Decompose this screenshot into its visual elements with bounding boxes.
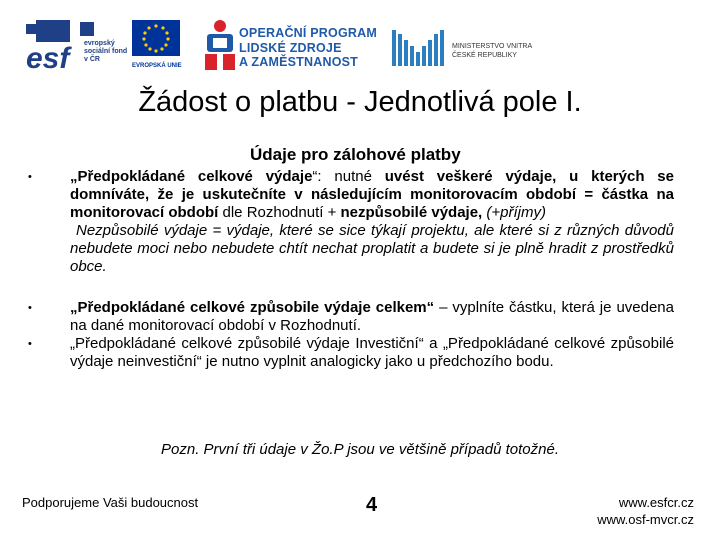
- slide-title: Žádost o platbu - Jednotlivá pole I.: [138, 86, 582, 118]
- eu-caption: EVROPSKÁ UNIE: [132, 63, 182, 69]
- ministry-text: [452, 42, 532, 60]
- op-lzz-text: [239, 26, 377, 70]
- bullet-marker: •: [28, 302, 32, 314]
- logo-bar: [0, 0, 720, 82]
- bullet-item-1: [28, 168, 674, 276]
- item1-explanation: Nezpůsobilé výdaje = výdaje, které se sice týkají projektu, ale které si z různých důvodů nebudete moci nebo nebudete chtít nechat proplatit a budete si je plně hradit z prostředků obce.: [70, 222, 674, 275]
- item1-label: „Předpokládané celkové výdaje: [70, 168, 313, 185]
- slide-subtitle: Údaje pro zálohové platby: [250, 145, 461, 164]
- ministry-logo: [390, 26, 550, 76]
- op-lzz-icon: [203, 18, 237, 74]
- item1-text-d: dle Rozhodnutí +: [218, 204, 341, 221]
- footer-links: [597, 494, 694, 528]
- note-text: Pozn. První tři údaje v Žo.P jsou ve většině případů totožné.: [161, 441, 559, 458]
- op-line1: OPERAČNÍ PROGRAM: [239, 26, 377, 40]
- ministry-dots-icon: [390, 26, 450, 70]
- bullet-item-3: [28, 335, 674, 371]
- op-line3: A ZAMĚSTNANOST: [239, 55, 358, 69]
- op-line2: LIDSKÉ ZDROJE: [239, 40, 342, 55]
- bullet-marker: •: [28, 338, 32, 350]
- item2-label: „Předpokládané celkové způsobile výdaje celkem“: [70, 299, 435, 316]
- mv-line1: MINISTERSTVO VNITRA: [452, 43, 533, 50]
- item1-text-f: (+příjmy): [482, 204, 546, 221]
- footer-link-osf[interactable]: www.osf-mvcr.cz: [597, 512, 694, 527]
- page-number: 4: [366, 494, 378, 516]
- esf-wordmark: esf: [26, 42, 70, 74]
- item2-text: – vyplníte částku, která je uvedena na dané monitorovací období v Rozhodnutí.: [70, 299, 674, 334]
- item1-text-c: uvést veškeré výdaje, u kterých se domníváte, že je uskutečníte v následujícím monitorovacím období = částka na monitorovací období: [70, 168, 674, 221]
- slide-content: [28, 168, 674, 371]
- footer-slogan: Podporujeme Vaši budoucnost: [22, 495, 199, 510]
- esf-logo: [24, 18, 184, 74]
- esf-caption: evropský sociální fond v ČR: [84, 40, 128, 63]
- op-lzz-logo: [203, 18, 383, 76]
- footer-link-esfcr[interactable]: www.esfcr.cz: [618, 495, 694, 510]
- bullet-item-2: [28, 299, 674, 335]
- item3-text: „Předpokládané celkové způsobilé výdaje Investiční“ a „Předpokládané celkové způsobilé výdaje neinvestiční“ je nutno vyplnit analogicky jako u předchozího bodu.: [70, 335, 674, 370]
- item1-text-b: “: nutné: [312, 168, 385, 185]
- bullet-marker: •: [28, 171, 32, 183]
- mv-line2: ČESKÉ REPUBLIKY: [452, 52, 517, 59]
- item1-text-e: nezpůsobilé výdaje,: [340, 204, 483, 221]
